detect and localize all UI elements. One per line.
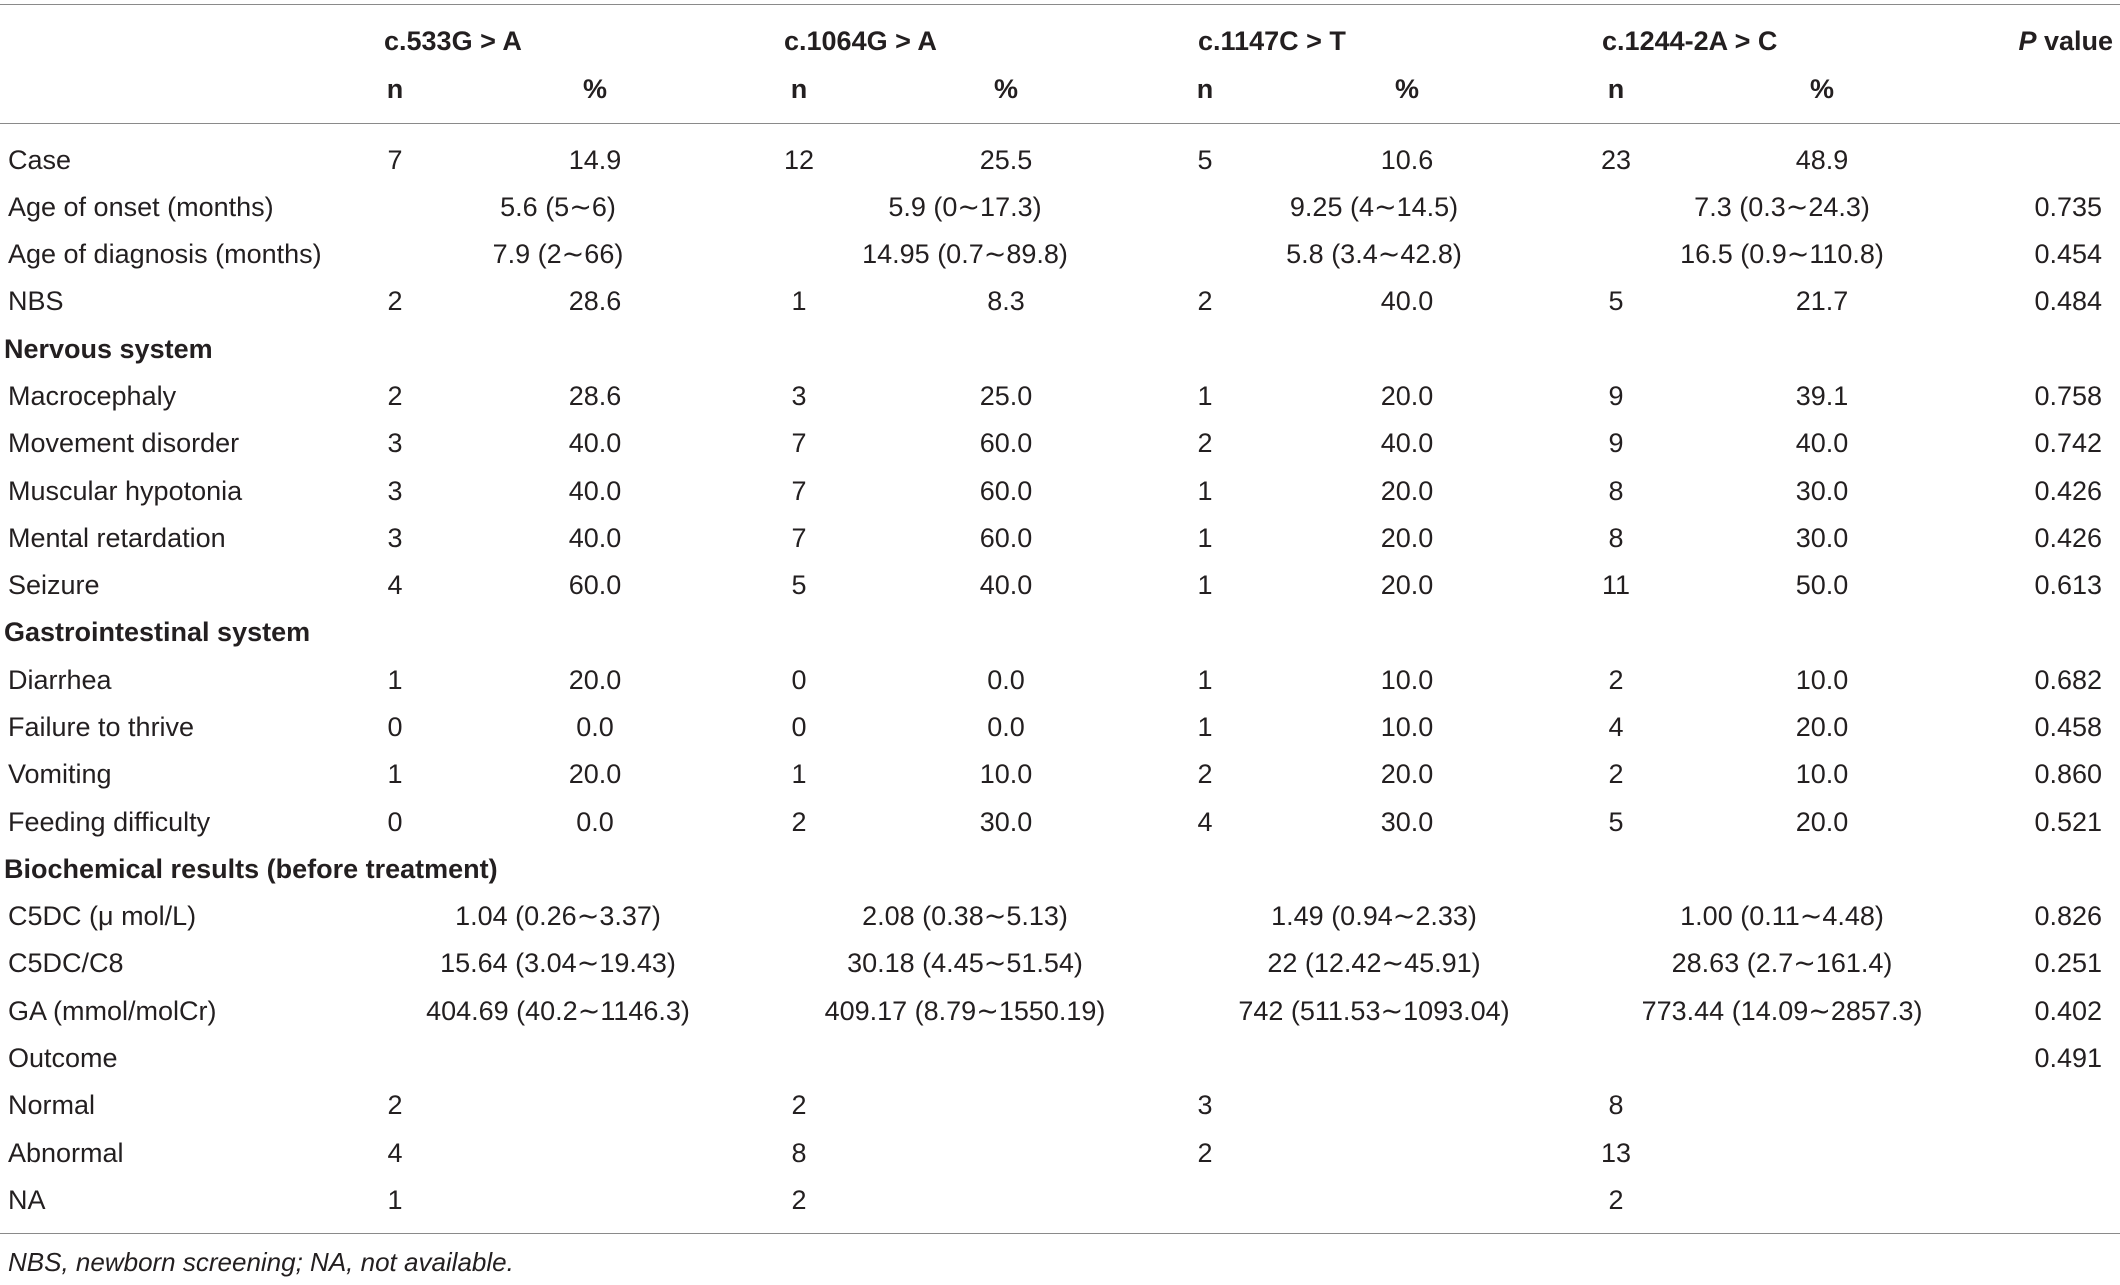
p-symbol: P [2018, 26, 2037, 56]
percent-cell: 10.6 [1380, 144, 1434, 175]
n-cell: 1 [1197, 712, 1213, 743]
n-cell: 0 [387, 712, 403, 743]
table-row [0, 1176, 2120, 1234]
variant-header: c.1064G > A [784, 26, 937, 56]
table-row [0, 751, 2120, 798]
n-cell: 1 [791, 759, 807, 790]
percent-cell: 20.0 [1380, 381, 1434, 412]
variant-header-row [0, 5, 2120, 72]
table-row [0, 987, 2120, 1034]
n-cell: 13 [1601, 1137, 1632, 1168]
percent-cell: 20.0 [1795, 806, 1849, 837]
row-label: Age of onset (months) [8, 191, 274, 222]
n-cell: 4 [387, 1137, 403, 1168]
row-label: Outcome [8, 1042, 118, 1073]
table-row [0, 562, 2120, 609]
median-range-cell: 7.9 (2∼66) [492, 239, 624, 270]
n-cell: 3 [1197, 1090, 1213, 1121]
n-cell: 1 [387, 759, 403, 790]
percent-header: % [858, 71, 1154, 124]
median-range-cell: 773.44 (14.09∼2857.3) [1641, 995, 1923, 1026]
percent-cell [450, 1176, 740, 1234]
median-range-cell: 5.6 (5∼6) [500, 191, 616, 222]
percent-cell: 0.0 [987, 712, 1025, 743]
section-heading: Gastrointestinal system [4, 617, 311, 648]
n-cell: 5 [1197, 144, 1213, 175]
p-value-cell: 0.402 [2034, 995, 2103, 1026]
n-cell: 7 [791, 428, 807, 459]
p-value-cell: 0.742 [2034, 428, 2103, 459]
median-range-cell: 5.9 (0∼17.3) [888, 191, 1042, 222]
percent-cell: 14.9 [568, 144, 622, 175]
variant-header: c.1147C > T [1198, 26, 1346, 56]
percent-cell: 10.0 [1795, 664, 1849, 695]
n-cell: 9 [1608, 381, 1624, 412]
p-value-cell: 0.735 [2034, 191, 2103, 222]
n-cell: 8 [1608, 1090, 1624, 1121]
n-header: n [340, 71, 450, 124]
row-label: NA [8, 1184, 46, 1215]
row-label: Normal [8, 1090, 96, 1121]
p-value-subheader [1970, 71, 2120, 124]
p-value-cell: 0.484 [2034, 286, 2103, 317]
percent-cell: 30.0 [979, 806, 1033, 837]
percent-cell [858, 1034, 1154, 1081]
p-value-cell: 0.426 [2034, 522, 2103, 553]
n-cell: 2 [1197, 1137, 1213, 1168]
median-range-cell: 30.18 (4.45∼51.54) [847, 948, 1083, 979]
n-cell: 11 [1602, 570, 1631, 601]
n-cell [1154, 1034, 1256, 1081]
percent-cell [858, 1176, 1154, 1234]
n-cell: 1 [1197, 522, 1213, 553]
median-range-cell: 2.08 (0.38∼5.13) [862, 901, 1068, 932]
p-value-header [1970, 5, 2120, 72]
p-value-cell [1970, 1129, 2120, 1176]
percent-cell: 40.0 [1380, 286, 1434, 317]
row-label: Abnormal [8, 1137, 124, 1168]
n-cell: 2 [1197, 286, 1213, 317]
n-cell: 2 [387, 1090, 403, 1121]
section-row [0, 845, 2120, 892]
row-label: C5DC (μ mol/L) [8, 901, 197, 932]
n-cell: 5 [791, 570, 807, 601]
table-row [0, 703, 2120, 750]
n-cell: 7 [387, 144, 403, 175]
percent-cell: 39.1 [1795, 381, 1849, 412]
p-value-cell: 0.521 [2034, 806, 2103, 837]
n-cell [340, 1034, 450, 1081]
n-cell: 1 [1197, 570, 1213, 601]
p-value-cell: 0.682 [2034, 664, 2103, 695]
percent-cell: 0.0 [576, 712, 614, 743]
n-cell: 2 [791, 1184, 807, 1215]
percent-cell: 8.3 [987, 286, 1025, 317]
p-value-cell [1970, 1082, 2120, 1129]
percent-cell [1256, 1176, 1558, 1234]
p-value-cell: 0.860 [2034, 759, 2103, 790]
percent-cell: 10.0 [1795, 759, 1849, 790]
percent-cell: 40.0 [568, 522, 622, 553]
table-row [0, 656, 2120, 703]
table-row [0, 183, 2120, 230]
n-cell: 23 [1601, 144, 1632, 175]
variant-header: c.1244-2A > C [1602, 26, 1778, 56]
p-value-cell: 0.426 [2034, 475, 2103, 506]
percent-cell [450, 1034, 740, 1081]
percent-cell: 40.0 [568, 428, 622, 459]
median-range-cell: 7.3 (0.3∼24.3) [1694, 191, 1870, 222]
percent-cell: 40.0 [568, 475, 622, 506]
percent-header: % [1674, 71, 1970, 124]
percent-cell: 20.0 [1380, 570, 1434, 601]
table-footnote: NBS, newborn screening; NA, not available. [8, 1247, 514, 1278]
percent-cell: 48.9 [1795, 144, 1849, 175]
row-label: NBS [8, 286, 64, 317]
percent-cell: 50.0 [1795, 570, 1849, 601]
percent-cell: 20.0 [568, 664, 622, 695]
section-heading: Biochemical results (before treatment) [4, 853, 498, 884]
percent-cell: 0.0 [576, 806, 614, 837]
percent-cell [858, 1082, 1154, 1129]
n-cell: 3 [387, 475, 403, 506]
row-label: Seizure [8, 570, 100, 601]
percent-cell: 20.0 [1380, 475, 1434, 506]
section-row [0, 325, 2120, 372]
row-label: Age of diagnosis (months) [8, 239, 322, 270]
table-row [0, 372, 2120, 419]
p-value-cell: 0.758 [2034, 381, 2103, 412]
table-row [0, 798, 2120, 845]
median-range-cell: 742 (511.53∼1093.04) [1238, 995, 1510, 1026]
variant-comparison-table [0, 4, 2120, 1234]
percent-cell: 28.6 [568, 381, 622, 412]
percent-cell [858, 1129, 1154, 1176]
percent-cell [1256, 1082, 1558, 1129]
n-cell [740, 1034, 858, 1081]
median-range-cell: 28.63 (2.7∼161.4) [1671, 948, 1893, 979]
median-range-cell: 1.04 (0.26∼3.37) [455, 901, 661, 932]
percent-cell: 28.6 [568, 286, 622, 317]
median-range-cell: 409.17 (8.79∼1550.19) [824, 995, 1106, 1026]
n-cell: 3 [387, 522, 403, 553]
n-cell: 9 [1608, 428, 1624, 459]
n-cell: 0 [387, 806, 403, 837]
n-cell: 4 [387, 570, 403, 601]
variant-header: c.533G > A [384, 26, 522, 56]
table-row [0, 124, 2120, 184]
table-row [0, 893, 2120, 940]
median-range-cell: 14.95 (0.7∼89.8) [862, 239, 1068, 270]
percent-cell [1256, 1129, 1558, 1176]
n-cell: 5 [1608, 806, 1624, 837]
percent-cell: 21.7 [1795, 286, 1849, 317]
table-row [0, 1082, 2120, 1129]
n-cell: 1 [1197, 381, 1213, 412]
corner-cell [0, 5, 340, 72]
p-value-cell: 0.613 [2034, 570, 2103, 601]
percent-cell [1674, 1034, 1970, 1081]
n-cell: 12 [783, 144, 815, 175]
percent-cell: 20.0 [1380, 522, 1434, 553]
percent-cell: 25.0 [979, 381, 1033, 412]
row-label: Failure to thrive [8, 712, 195, 743]
row-label: GA (mmol/molCr) [8, 995, 217, 1026]
percent-cell [1674, 1082, 1970, 1129]
percent-cell: 60.0 [979, 428, 1033, 459]
n-cell: 2 [791, 806, 807, 837]
percent-cell: 60.0 [568, 570, 622, 601]
percent-cell: 40.0 [1795, 428, 1849, 459]
percent-cell: 40.0 [1380, 428, 1434, 459]
n-cell: 1 [387, 1184, 403, 1215]
table-header [0, 5, 2120, 124]
percent-cell: 40.0 [979, 570, 1033, 601]
table-row [0, 1129, 2120, 1176]
n-cell: 4 [1608, 712, 1624, 743]
percent-cell [450, 1082, 740, 1129]
n-cell: 1 [791, 286, 807, 317]
percent-cell: 10.0 [1380, 664, 1434, 695]
p-value-header-label: value [2044, 26, 2114, 56]
n-cell: 2 [1608, 1184, 1624, 1215]
row-label: Muscular hypotonia [8, 475, 243, 506]
row-label: Vomiting [8, 759, 112, 790]
n-cell: 4 [1197, 806, 1213, 837]
p-value-cell [1970, 1176, 2120, 1234]
median-range-cell: 1.00 (0.11∼4.48) [1680, 901, 1884, 932]
n-cell: 8 [1608, 475, 1624, 506]
median-range-cell: 16.5 (0.9∼110.8) [1680, 239, 1884, 270]
corner-cell [0, 71, 340, 124]
median-range-cell: 5.8 (3.4∼42.8) [1286, 239, 1462, 270]
median-range-cell: 9.25 (4∼14.5) [1289, 191, 1459, 222]
section-row [0, 609, 2120, 656]
table-row [0, 1034, 2120, 1081]
n-cell: 2 [387, 286, 403, 317]
median-range-cell: 1.49 (0.94∼2.33) [1271, 901, 1477, 932]
percent-cell: 25.5 [979, 144, 1033, 175]
percent-cell: 10.0 [1380, 712, 1434, 743]
percent-cell [1674, 1129, 1970, 1176]
percent-header: % [450, 71, 740, 124]
p-value-cell: 0.826 [2034, 901, 2103, 932]
n-cell: 0 [791, 712, 807, 743]
table-row [0, 467, 2120, 514]
percent-cell: 0.0 [987, 664, 1025, 695]
median-range-cell: 15.64 (3.04∼19.43) [440, 948, 676, 979]
n-header: n [740, 71, 858, 124]
percent-cell [1256, 1034, 1558, 1081]
n-cell: 3 [387, 428, 403, 459]
percent-cell: 20.0 [1380, 759, 1434, 790]
n-cell: 0 [791, 664, 807, 695]
n-cell [1154, 1176, 1256, 1234]
p-value-cell [1970, 124, 2120, 184]
table-row [0, 278, 2120, 325]
n-cell: 2 [387, 381, 403, 412]
table-row [0, 940, 2120, 987]
table-row [0, 231, 2120, 278]
row-label: Movement disorder [8, 428, 240, 459]
n-cell: 7 [791, 522, 807, 553]
percent-cell: 30.0 [1795, 522, 1849, 553]
percent-cell: 10.0 [979, 759, 1033, 790]
percent-header: % [1256, 71, 1558, 124]
p-value-cell: 0.454 [2034, 239, 2103, 270]
n-cell: 1 [387, 664, 403, 695]
row-label: Feeding difficulty [8, 806, 211, 837]
row-label: Mental retardation [8, 522, 226, 553]
row-label: C5DC/C8 [8, 948, 124, 979]
n-header: n [1154, 71, 1256, 124]
n-cell: 2 [1608, 664, 1624, 695]
p-value-cell: 0.251 [2034, 948, 2103, 979]
n-cell: 7 [791, 475, 807, 506]
n-cell: 2 [1197, 428, 1213, 459]
n-cell [1558, 1034, 1674, 1081]
table-row [0, 420, 2120, 467]
n-cell: 2 [791, 1090, 807, 1121]
p-value-cell: 0.458 [2034, 712, 2103, 743]
n-cell: 1 [1197, 475, 1213, 506]
median-range-cell: 22 (12.42∼45.91) [1267, 948, 1481, 979]
n-cell: 3 [791, 381, 807, 412]
percent-cell: 30.0 [1795, 475, 1849, 506]
section-heading: Nervous system [4, 333, 213, 364]
n-cell: 1 [1197, 664, 1213, 695]
percent-cell: 60.0 [979, 522, 1033, 553]
median-range-cell: 404.69 (40.2∼1146.3) [426, 995, 690, 1026]
percent-cell: 30.0 [1380, 806, 1434, 837]
percent-cell [1674, 1176, 1970, 1234]
n-cell: 8 [791, 1137, 807, 1168]
n-cell: 8 [1608, 522, 1624, 553]
n-cell: 2 [1608, 759, 1624, 790]
percent-cell: 20.0 [1795, 712, 1849, 743]
row-label: Case [8, 144, 72, 175]
n-header: n [1558, 71, 1674, 124]
percent-cell: 20.0 [568, 759, 622, 790]
p-value-cell: 0.491 [2034, 1042, 2103, 1073]
percent-cell: 60.0 [979, 475, 1033, 506]
n-cell: 2 [1197, 759, 1213, 790]
row-label: Diarrhea [8, 664, 112, 695]
percent-cell [450, 1129, 740, 1176]
table-row [0, 514, 2120, 561]
row-label: Macrocephaly [8, 381, 177, 412]
table-body [0, 124, 2120, 1234]
n-cell: 5 [1608, 286, 1624, 317]
subheader-row [0, 71, 2120, 124]
